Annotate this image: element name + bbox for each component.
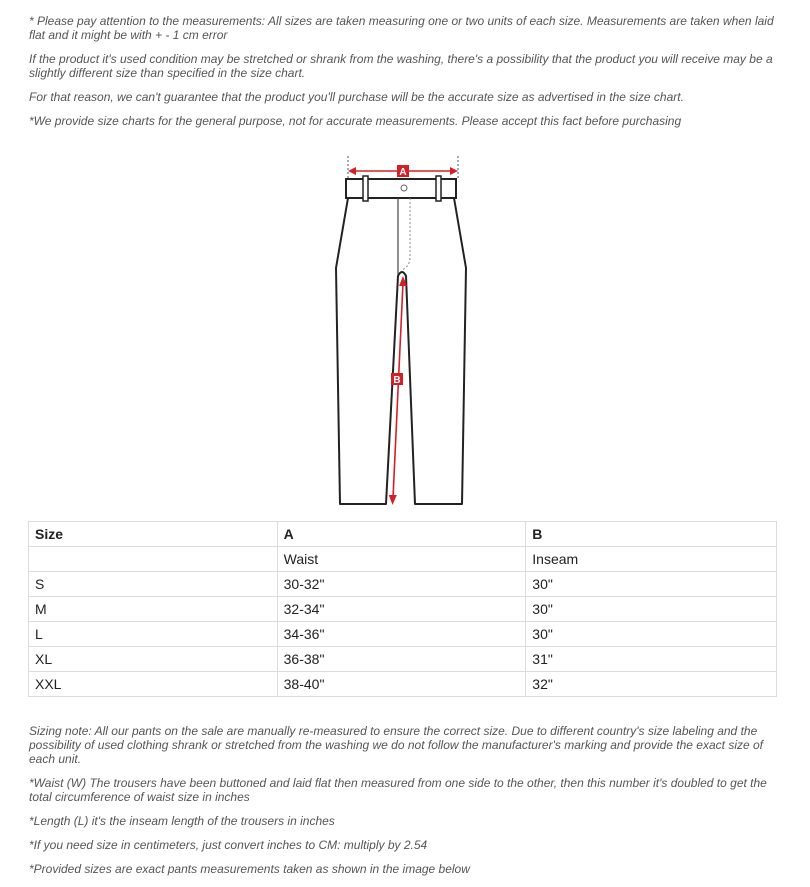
pants-illustration (320, 150, 485, 512)
subheader-waist: Waist (277, 547, 526, 572)
provided-sizes-note: *Provided sizes are exact pants measurements taken as shown in the image below (29, 862, 470, 876)
cell-size: L (29, 622, 278, 647)
measure-a-arrow-left (348, 167, 356, 175)
header-a: A (277, 522, 526, 547)
table-row (29, 597, 777, 622)
subheader-size (29, 547, 278, 572)
cell-size: M (29, 597, 278, 622)
header-size: Size (29, 522, 278, 547)
intro-note: For that reason, we can't guarantee that the product you'll purchase will be the accurate size as advertised in the size chart. (29, 90, 684, 104)
cell-waist: 34-36" (277, 622, 526, 647)
belt-loop-right (436, 176, 441, 201)
intro-note: *We provide size charts for the general purpose, not for accurate measurements. Please accept this fact before purchasing (29, 114, 682, 128)
intro-notes (29, 14, 779, 138)
pants-measurement-diagram (320, 150, 485, 512)
table-row (29, 572, 777, 597)
cell-waist: 36-38" (277, 647, 526, 672)
cell-inseam: 30" (526, 622, 777, 647)
measure-b-arrow-bottom (389, 495, 397, 505)
pants-outline (336, 198, 466, 504)
cell-waist: 32-34" (277, 597, 526, 622)
cell-size: XXL (29, 672, 278, 697)
table-row (29, 672, 777, 697)
header-b: B (526, 522, 777, 547)
measure-a-arrow-right (450, 167, 458, 175)
cell-size: S (29, 572, 278, 597)
cell-inseam: 30" (526, 597, 777, 622)
size-chart-table (28, 521, 777, 697)
measure-b-label: B (393, 375, 401, 386)
conversion-note: *If you need size in centimeters, just convert inches to CM: multiply by 2.54 (29, 838, 428, 852)
table-row (29, 647, 777, 672)
subheader-inseam: Inseam (526, 547, 777, 572)
cell-size: XL (29, 647, 278, 672)
sizing-note: Sizing note: All our pants on the sale are manually re-measured to ensure the correct size. Due to different country's size labeling and the possibility of used clothing shrank or stretched from the washing we do not follow the manufacturer's marking and provide the exact size of each unit. (29, 724, 764, 766)
table-subheader-row (29, 547, 777, 572)
belt-loop-left (363, 176, 368, 201)
waist-note: *Waist (W) The trousers have been buttoned and laid flat then measured from one side to the other, then this number it's doubled to get the total circumference of waist size in inches (29, 776, 767, 804)
table-header-row (29, 522, 777, 547)
button (401, 185, 407, 191)
footer-notes (29, 724, 779, 886)
measure-a-label: A (399, 167, 407, 178)
cell-inseam: 31" (526, 647, 777, 672)
intro-note: * Please pay attention to the measurements: All sizes are taken measuring one or two units of each size. Measurements are taken when laid flat and it might be with + - 1 cm error (29, 14, 774, 42)
length-note: *Length (L) it's the inseam length of the trousers in inches (29, 814, 335, 828)
cell-inseam: 30" (526, 572, 777, 597)
cell-waist: 38-40" (277, 672, 526, 697)
cell-inseam: 32" (526, 672, 777, 697)
cell-waist: 30-32" (277, 572, 526, 597)
table-row (29, 622, 777, 647)
intro-note: If the product it's used condition may be stretched or shrank from the washing, there's a possibility that the product you will receive may be a slightly different size than specified in the size chart. (29, 52, 773, 80)
